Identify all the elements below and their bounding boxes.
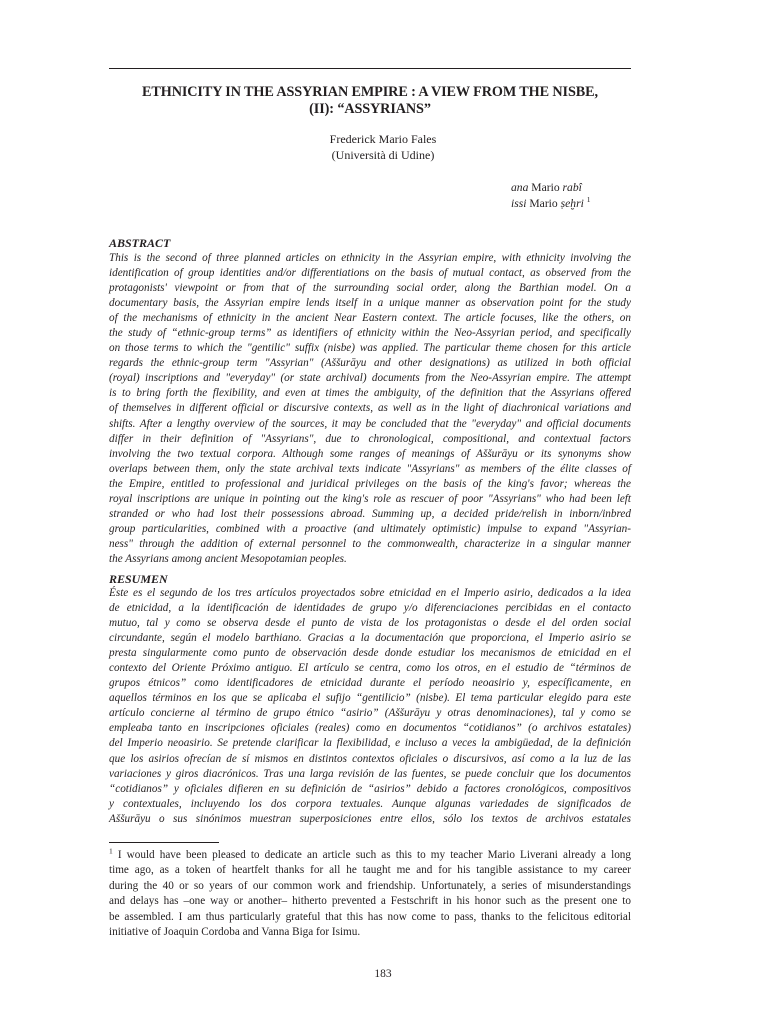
abstract-line: ness" through the addition of external personnel to the commonwealth, characterize in a singular manner (109, 537, 631, 550)
abstract-line: of the mechanisms of ethnicity in the ancient Near Eastern context. The article focuses, like the others, on (109, 312, 631, 325)
abstract-line: royal inscriptions are unique in pointing out the king's role as rescuer of poor "Assyrians" who had been left (109, 492, 631, 505)
footnote-line: be assembled. I am thus particularly grateful that this has now come to pass, thanks to the felicitous editorial (109, 910, 631, 923)
footnote-line: $^1$ I would have been pleased to dedicate an article such as this to my teacher Mario Liverani already a long (109, 846, 631, 861)
footnote-line: initiative of Joaquin Cordoba and Vanna Biga for Isimu. (109, 925, 361, 938)
abstract-line: (royal) inscriptions and "everyday" (or state archival) documents from the Neo-Assyrian empire. The attempt (109, 372, 631, 385)
resumen-line: mutuo, tal y como se observa desde el punto de vista de los protagonistas o desde el del orden social (109, 617, 631, 630)
abstract-line: the Assyrians among ancient Mesopotamian peoples. (109, 552, 347, 565)
abstract-line: stranded or who had lost their possessions abroad. Summing up, a decided pride/relish in inborn/inbred (109, 507, 631, 520)
author-affiliation: (Università di Udine) (331, 148, 435, 162)
abstract-line: of themselves in different official or discursive contexts, as well as in the light of diachronical variations and (109, 402, 631, 415)
abstract-line: This is the second of three planned articles on ethnicity in the Assyrian empire, with ethnicity involving the (109, 252, 631, 264)
resumen-line: y contextuales, incluyendo los dos corpora textuales. Aunque algunas variedades de significados de (109, 797, 631, 810)
footnote-marker: 1 (109, 846, 113, 856)
resumen-heading: RESUMEN (109, 572, 168, 586)
abstract-line: on those terms to which the "gentilic" suffix (nisbe) was applied. The particular theme chosen for this article (109, 342, 631, 355)
abstract-line: documentary basis, the Assyrian empire lends itself in a unique manner as observation point for the study (109, 297, 631, 310)
resumen-line: que los asirios ofrecían de sí mismos en distintos contextos oficiales o discursivos, así como a la luz de las (109, 752, 631, 765)
abstract-line: group particularities, combined with a proactive (and ultimately optimistic) impulse to expand "Assyrian- (109, 522, 631, 535)
author-block (109, 131, 657, 163)
abstract-heading: ABSTRACT (109, 236, 171, 250)
header-rule (109, 68, 631, 69)
article-title (109, 84, 631, 118)
abstract-body (109, 251, 631, 567)
resumen-body (109, 586, 631, 827)
resumen-line: “cotidianos” y oficiales difieren en su definición de “asirios” debido a factores cronológicos, compositivos (109, 782, 631, 795)
page-number: 183 (374, 968, 392, 980)
resumen-line: aquellos términos en los que se aplicaba el sufijo “gentilicio” (nisbe). El tema particular elegido para este (109, 692, 631, 705)
footnote-separator (109, 842, 219, 843)
footnote-ref: 1 (586, 195, 591, 205)
abstract-line: involving the two textual corpora. Although some ranges of meanings of Aššurāyu or its synonyms show (109, 447, 631, 460)
abstract-line: protagonists' viewpoint or from that of the surrounding social order, along the Barthian model. On a (109, 282, 631, 295)
resumen-line: presta singularmente como punto de observación desde donde estudiar los mecanismos de etnicidad en el (109, 647, 631, 660)
dedication-line-2: issi Mario ṣeḫri $^1$ (511, 195, 591, 210)
resumen-line: Éste es el segundo de los tres artículos proyectados sobre etnicidad en el Imperio asirio, dedicados a la idea (109, 587, 631, 599)
abstract-line: overlaps between them, only the state archival texts indicate "Assyrians" as members of the élite classes of (109, 462, 631, 475)
resumen-line: grupos étnicos” como identificadores de etnicidad durante el período neoasirio y, específicamente, en (109, 677, 631, 690)
abstract-line: regards the ethnic-group term "Assyrian" (Aššurāyu and other designations) as utilized in both official (109, 357, 631, 370)
dedication-line-1: ana Mario rabî (511, 181, 582, 194)
footnote-line: and delays has –one way or another– hitherto prevented a Festschrift in his honor such as the present one to (109, 895, 631, 908)
abstract-line: differ in their definition of "Assyrians", due to chronological, compositional, and contextual factors (109, 432, 631, 445)
abstract-line: identification of group identities and/or differentiations on the basis of mutual contact, as observed from the (109, 267, 631, 280)
footnote-line: time ago, as a token of heartfelt thanks for all he taught me and for his tangible assistance to my career (109, 864, 631, 877)
abstract-line: the Empire, entitled to professional and juridical privileges on the basis of the king's favor; whereas the (109, 477, 631, 490)
footnote-line: during the 40 or so years of our common work and friendship. Unfortunately, a series of misunderstandings (109, 879, 631, 892)
abstract-line: is to bring forth the flexibility, and even at times the ambiguity, of the definition that the Assyrians offered (109, 387, 631, 400)
abstract-line: the study of “ethnic-group terms” as identifiers of ethnicity within the Neo-Assyrian period, and specifically (109, 327, 631, 340)
dedication (511, 180, 590, 212)
resumen-line: de etnicidad, a la identificación de identidades de grupo y/o diferenciaciones percibidas en el contacto (109, 602, 631, 615)
resumen-line: circundante, según el modelo barthiano. Gracias a la documentación que proporciona, el Imperio asirio se (109, 632, 631, 645)
resumen-line: Aššurāyu o sus sinónimos muestran superposiciones entre ellos, sólo los textos de archivos estatales (109, 812, 631, 825)
resumen-line: contexto del Oriente Próximo antiguo. El artículo se centra, como los otros, en el estudio de “términos de (109, 662, 631, 675)
title-line-1: ETHNICITY IN THE ASSYRIAN EMPIRE : A VIEW FROM THE NISBE, (142, 84, 598, 100)
resumen-line: artículo concierne al término de grupo étnico “asirio” (Aššurāyu y otras denominaciones), tal y como se (109, 707, 631, 720)
abstract-line: shifts. After a lengthy overview of the sources, it may be concluded that the "everyday" and official documents (109, 417, 631, 430)
resumen-line: del Imperio neoasirio. Se pretende clarificar la flexibilidad, e incluso a veces la ambigüedad, de la definición (109, 737, 631, 750)
resumen-line: empleaba tanto en inscripciones oficiales (reales) como en documentos “cotidianos” (o archivos estatales) (109, 722, 631, 735)
resumen-line: variaciones y giros diacrónicos. Tras una larga revisión de las fuentes, se puede concluir que los documentos (109, 767, 631, 780)
author-name: Frederick Mario Fales (329, 132, 437, 146)
footnote (109, 848, 631, 940)
title-line-2: (II): “ASSYRIANS” (309, 101, 431, 117)
